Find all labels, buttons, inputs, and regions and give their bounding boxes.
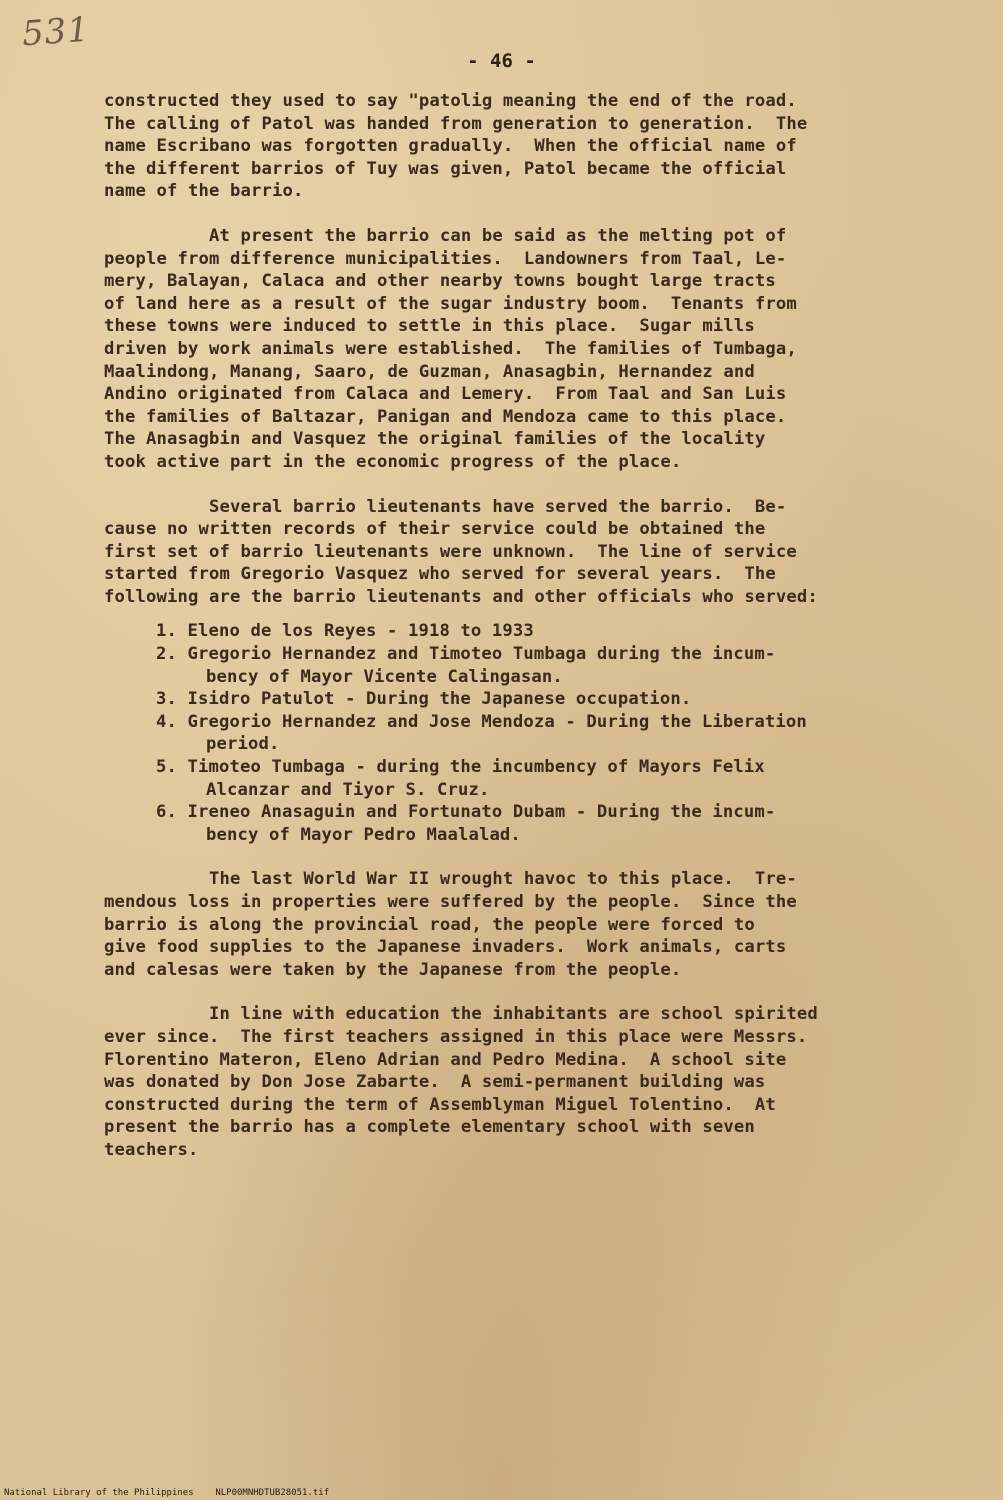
text-line: Several barrio lieutenants have served the barrio. Be-	[104, 496, 787, 517]
list-item: 5. Timoteo Tumbaga - during the incumbency of Mayors Felix	[156, 757, 765, 778]
officials-list	[104, 620, 934, 846]
list-item: 2. Gregorio Hernandez and Timoteo Tumbaga during the incum-	[156, 644, 776, 665]
text-line: following are the barrio lieutenants and other officials who served:	[104, 586, 818, 607]
text-line: name Escribano was forgotten gradually. When the official name of	[104, 136, 797, 157]
text-line: constructed during the term of Assemblyman Miguel Tolentino. At	[104, 1094, 776, 1115]
text-line: mery, Balayan, Calaca and other nearby towns bought large tracts	[104, 271, 776, 292]
list-item: 1. Eleno de los Reyes - 1918 to 1933	[156, 621, 534, 642]
text-line: Andino originated from Calaca and Lemery. From Taal and San Luis	[104, 384, 787, 405]
text-line: Maalindong, Manang, Saaro, de Guzman, Anasagbin, Hernandez and	[104, 361, 755, 382]
text-line: the families of Baltazar, Panigan and Mendoza came to this place.	[104, 406, 787, 427]
list-item-continuation: bency of Mayor Pedro Maalalad.	[206, 824, 521, 845]
list-item-continuation: bency of Mayor Vicente Calingasan.	[206, 666, 563, 687]
text-line: people from difference municipalities. Landowners from Taal, Le-	[104, 248, 787, 269]
text-line: present the barrio has a complete elementary school with seven	[104, 1117, 755, 1138]
list-item-continuation: Alcanzar and Tiyor S. Cruz.	[206, 779, 490, 800]
text-line: teachers.	[104, 1139, 199, 1160]
text-line: The calling of Patol was handed from generation to generation. The	[104, 113, 808, 134]
document-body	[104, 90, 934, 1162]
text-line: The last World War II wrought havoc to this place. Tre-	[104, 869, 797, 890]
handwritten-page-number: 531	[20, 9, 92, 55]
text-line: took active part in the economic progress of the place.	[104, 451, 682, 472]
text-line: driven by work animals were established. The families of Tumbaga,	[104, 338, 797, 359]
text-line: the different barrios of Tuy was given, Patol became the official	[104, 158, 787, 179]
text-line: these towns were induced to settle in this place. Sugar mills	[104, 316, 755, 337]
text-line: and calesas were taken by the Japanese from the people.	[104, 959, 682, 980]
text-line: started from Gregorio Vasquez who served for several years. The	[104, 564, 776, 585]
page-number: - 46 -	[467, 50, 536, 72]
paragraph-4	[104, 868, 934, 981]
text-line: mendous loss in properties were suffered by the people. Since the	[104, 892, 797, 912]
text-line: ever since. The first teachers assigned in this place were Messrs.	[104, 1026, 808, 1047]
text-line: name of the barrio.	[104, 181, 304, 202]
archive-footer: National Library of the Philippines NLP00MNHDTUB28051.tif	[4, 1488, 330, 1498]
list-item: 4. Gregorio Hernandez and Jose Mendoza - During the Liberation	[156, 711, 807, 732]
text-line: of land here as a result of the sugar industry boom. Tenants from	[104, 293, 797, 314]
list-item: 6. Ireneo Anasaguin and Fortunato Dubam - During the incum-	[156, 802, 776, 823]
text-line: The Anasagbin and Vasquez the original families of the locality	[104, 429, 766, 450]
paragraph-1	[104, 90, 934, 203]
text-line: constructed they used to say "patolig meaning the end of the road.	[104, 91, 797, 111]
list-item-continuation: period.	[206, 734, 280, 755]
text-line: Florentino Materon, Eleno Adrian and Pedro Medina. A school site	[104, 1049, 787, 1070]
paragraph-3	[104, 496, 934, 609]
list-item: 3. Isidro Patulot - During the Japanese occupation.	[156, 689, 692, 710]
text-line: barrio is along the provincial road, the people were forced to	[104, 914, 755, 935]
paragraph-2	[104, 225, 934, 474]
paragraph-5	[104, 1003, 934, 1161]
text-line: was donated by Don Jose Zabarte. A semi-permanent building was	[104, 1072, 766, 1093]
text-line: first set of barrio lieutenants were unknown. The line of service	[104, 541, 797, 562]
text-line: give food supplies to the Japanese invaders. Work animals, carts	[104, 937, 787, 958]
text-line: In line with education the inhabitants are school spirited	[104, 1004, 818, 1025]
text-line: cause no written records of their service could be obtained the	[104, 519, 766, 540]
text-line: At present the barrio can be said as the melting pot of	[104, 225, 787, 246]
